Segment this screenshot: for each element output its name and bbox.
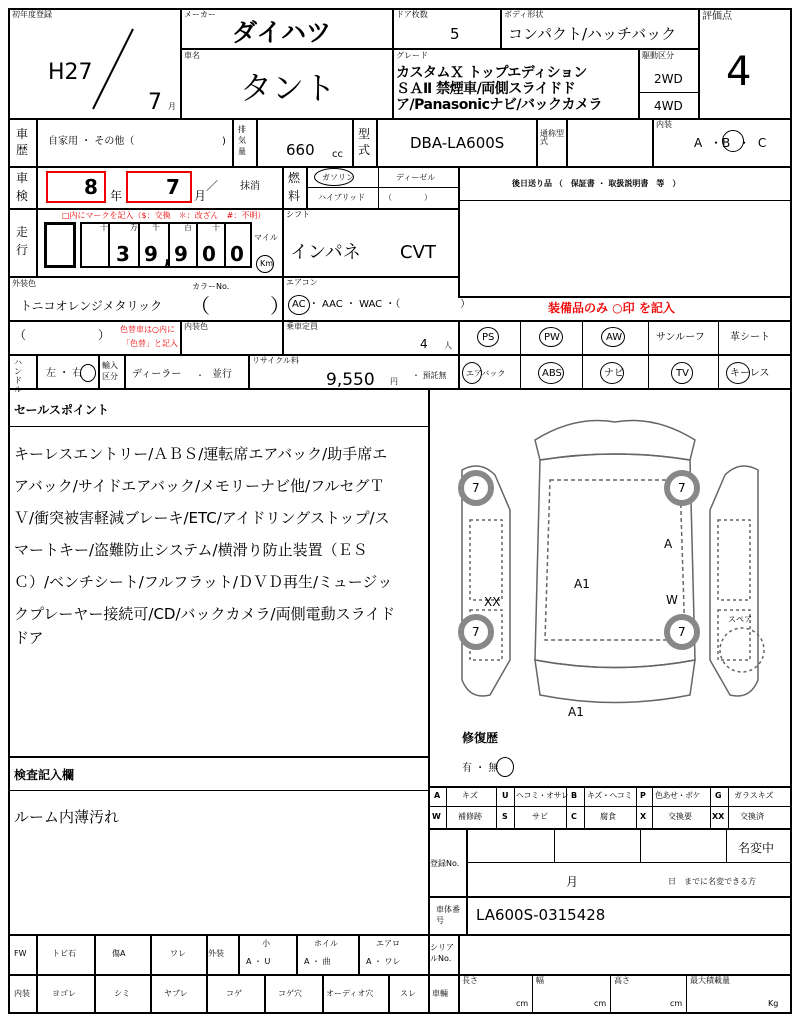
unit-ju-1: 十 xyxy=(100,223,108,232)
sales-line-1: キーレスエントリー/ＡＢＳ/運転席エアバック/助手席エ xyxy=(14,445,388,463)
disp-unit: cc xyxy=(332,149,343,160)
equip-abs: ABS xyxy=(542,368,562,379)
bottom-sure: スレ xyxy=(400,989,416,998)
legend-s: S xyxy=(502,812,508,821)
name-value: タント xyxy=(240,69,337,107)
registration-label: 登録No. xyxy=(430,859,460,868)
equip-keyless-circle xyxy=(726,362,750,384)
doors-value: 5 xyxy=(450,25,460,43)
fuel-gasoline-circle xyxy=(314,168,354,186)
legend-a-desc: キズ xyxy=(462,791,478,800)
bottom-fw: FW xyxy=(14,949,27,958)
recycle-unit: 円 xyxy=(390,377,398,386)
inspection-erased: 抹消 xyxy=(240,181,260,192)
capacity-unit: 人 xyxy=(444,341,452,350)
sales-line-7: ドア xyxy=(14,629,44,647)
legend-c-desc: 腐食 xyxy=(600,812,616,821)
color-no-open: （ xyxy=(190,294,210,318)
equip-tv: TV xyxy=(676,368,689,379)
color-no-label: カラーNo. xyxy=(192,282,230,291)
tire-front-left: 7 xyxy=(472,481,480,495)
bottom-aero-v: A ・ ワレ xyxy=(366,957,401,966)
exterior-color: トニコオレンジメタリック xyxy=(20,299,163,313)
mileage-digit-1: 3 xyxy=(116,242,130,266)
sales-line-6: クプレーヤー接続可/CD/バックカメラ/両側電動スライド xyxy=(14,605,396,623)
handle-value: 左 ・ 右 xyxy=(46,368,83,379)
equip-pw: PW xyxy=(544,332,560,343)
mark-right-w: W xyxy=(666,593,678,607)
mileage-label-1: 走 xyxy=(16,225,29,239)
legend-x: X xyxy=(640,812,647,821)
interior-color-label: 内装色 xyxy=(184,322,208,331)
unit-sen: 千 xyxy=(152,223,160,232)
equip-navi: ナビ xyxy=(604,368,624,379)
mark-rear-bumper: A1 xyxy=(568,705,584,719)
tire-front-right: 7 xyxy=(678,481,686,495)
legend-a: A xyxy=(434,791,441,800)
capacity-value: 4 xyxy=(420,337,428,351)
check-label: 検査記入欄 xyxy=(14,768,75,782)
mileage-label-2: 行 xyxy=(16,243,29,257)
color-no-close: ） xyxy=(270,294,290,318)
drive-label: 駆動区分 xyxy=(642,51,674,60)
import-label: 輸入区分 xyxy=(102,361,118,381)
drive-2wd: 2WD xyxy=(654,72,683,86)
bottom-width: 幅 xyxy=(536,976,544,985)
mileage-digit-5: 0 xyxy=(230,242,244,266)
check-value: ルーム内薄汚れ xyxy=(14,808,120,826)
mileage-digit-4: 0 xyxy=(202,242,216,266)
equip-sunroof: サンルーフ xyxy=(656,332,705,343)
handle-right-circle xyxy=(80,364,96,382)
equipment-label: 装備品のみ ○印 を記入 xyxy=(548,301,675,315)
aircon-value: AC ・ AAC ・ WAC ・（ ） xyxy=(292,299,471,310)
bottom-small-v: A ・ U xyxy=(246,957,271,966)
handle-label: ハンドル xyxy=(14,358,22,394)
bottom-weight-unit: Kg xyxy=(768,999,779,1008)
bottom-ware: ワレ xyxy=(170,949,186,958)
import-parallel: 並行 xyxy=(212,369,232,380)
bottom-width-unit: cm xyxy=(594,999,607,1008)
sales-line-3: Ｖ/衝突被害軽減ブレーキ/ETC/アイドリングストップ/ス xyxy=(14,509,390,527)
equip-airbag-circle xyxy=(462,362,482,384)
mileage-extra-box xyxy=(44,222,76,268)
bottom-serial: シリアルNo. xyxy=(430,943,454,963)
reg-slash-mark xyxy=(85,24,145,114)
equip-ps: PS xyxy=(482,332,495,343)
sales-line-5: Ｃ）/ベンチシート/フルフラット/ＤＶＤ再生/ミュージッ xyxy=(14,573,393,591)
recycle-label: リサイクル料 xyxy=(252,356,299,365)
name-change-label: 名変中 xyxy=(738,841,775,855)
equip-navi-circle xyxy=(600,362,624,384)
bottom-yogore: ヨゴレ xyxy=(52,989,76,998)
equip-abs-circle xyxy=(538,362,564,384)
inspection-label-1: 車 xyxy=(16,171,29,185)
mileage-digit-2: 9 xyxy=(144,242,158,266)
history-label-2: 歴 xyxy=(16,143,29,157)
fuel-label-2: 料 xyxy=(288,189,301,203)
inspection-month-box xyxy=(126,171,192,203)
name-label: 車名 xyxy=(184,51,200,60)
legend-g: G xyxy=(715,791,722,800)
docs-label: 後日送り品 （ 保証書 ・ 取扱説明書 等 ） xyxy=(512,179,681,188)
interior-b-circle xyxy=(722,130,744,152)
aircon-ac-circle xyxy=(288,295,310,315)
fuel-hybrid: ハイブリッド xyxy=(318,193,366,202)
history-value: 自家用 ・ その他（ xyxy=(48,136,135,147)
bottom-small: 小 xyxy=(262,939,270,948)
mileage-note: □内にマークを記入（$：交換 ＊：改ざん #：不明） xyxy=(62,211,266,220)
equip-leather: 革シート xyxy=(730,332,770,343)
bottom-sizes-label: 車輛 xyxy=(432,989,448,998)
unit-man: 万 xyxy=(130,223,138,232)
bottom-yabure: ヤブレ xyxy=(164,989,188,998)
grade-line-3: ア/Panasonicナビ/バックカメラ xyxy=(396,97,602,113)
bottom-tobi: トビ石 xyxy=(52,949,76,958)
bottom-naiso: 内装 xyxy=(14,989,30,998)
fuel-other: （ ） xyxy=(384,193,432,202)
interior-grades: A ・B ・ C xyxy=(694,136,767,150)
legend-c: C xyxy=(571,812,577,821)
score-value: 4 xyxy=(726,49,752,95)
doors-label: ドア枚数 xyxy=(396,10,428,19)
grade-line-1: カスタムＸ トップエディション xyxy=(396,65,587,81)
bottom-length-unit: cm xyxy=(516,999,529,1008)
capacity-label: 乗車定員 xyxy=(286,322,318,331)
tire-rear-left: 7 xyxy=(472,625,480,639)
fuel-gasoline: ガソリン xyxy=(322,173,354,182)
first-reg-label: 初年度登録 xyxy=(12,10,52,19)
spare-label: スペア xyxy=(728,615,752,624)
bottom-wheel-v: A ・ 曲 xyxy=(304,957,331,966)
bottom-kizu-a: 傷A xyxy=(112,949,126,958)
bottom-koge-ana: コゲ穴 xyxy=(278,989,302,998)
repair-value: 有 ・ 無 xyxy=(462,763,499,774)
shift-position: インパネ xyxy=(290,242,361,263)
reg-month: 7 xyxy=(148,90,162,115)
recycle-value: 9,550 xyxy=(326,370,375,390)
legend-w-desc: 補修跡 xyxy=(458,812,482,821)
inspection-year: 8 xyxy=(84,175,98,199)
bottom-weight: 最大積載量 xyxy=(690,976,730,985)
legend-s-desc: サビ xyxy=(532,812,548,821)
car-damage-diagram xyxy=(440,400,780,730)
bottom-length: 長さ xyxy=(462,976,478,985)
fuel-label-1: 燃 xyxy=(288,171,301,185)
mileage-km-circle xyxy=(256,255,274,273)
equip-tv-circle xyxy=(671,362,693,384)
import-dealer: ディーラー xyxy=(132,369,182,380)
mileage-mile-label: マイル xyxy=(254,233,278,242)
color-change-note-2: 「色替」と記入 xyxy=(122,339,178,348)
bottom-gaiso: 外装 xyxy=(208,949,224,958)
shift-label: シフト xyxy=(286,210,310,219)
reg-era: H27 xyxy=(48,60,93,85)
legend-xx: XX xyxy=(712,812,725,821)
score-label: 評価点 xyxy=(702,11,732,22)
legend-p: P xyxy=(640,791,646,800)
inspection-month: 7 xyxy=(166,175,180,199)
bottom-shimi: シミ xyxy=(114,989,130,998)
registration-month: 月 xyxy=(566,875,579,889)
aircon-label: エアコン xyxy=(286,278,318,287)
legend-b: B xyxy=(571,791,578,800)
grade-line-2: ＳＡⅡ 禁煙車/両側スライドド xyxy=(396,81,576,97)
exterior-label: 外装色 xyxy=(12,279,36,288)
disp-label: 排気量 xyxy=(238,125,246,156)
fuel-diesel: ディーゼル xyxy=(396,173,436,182)
tire-rear-right: 7 xyxy=(678,625,686,639)
legend-p-desc: 色あせ・ボケ xyxy=(655,791,700,800)
legend-x-desc: 交換要 xyxy=(668,812,692,821)
equip-airbag: エアバック xyxy=(466,369,506,378)
repair-none-circle xyxy=(496,757,514,777)
color-change-note-1: 色替車は○内に xyxy=(120,325,175,334)
grade-label: グレード xyxy=(396,51,428,60)
bottom-koge: コゲ xyxy=(226,989,242,998)
recycle-deposit: ・ 預託無 xyxy=(412,371,447,380)
bottom-wheel: ホイル xyxy=(314,939,338,948)
legend-w: W xyxy=(432,812,441,821)
reg-month-unit: 月 xyxy=(168,102,176,111)
shift-type: CVT xyxy=(400,242,436,263)
disp-value: 660 xyxy=(286,141,315,159)
equip-keyless: キーレス xyxy=(730,368,770,379)
legend-u: U xyxy=(502,791,509,800)
mileage-digit-3: 9 xyxy=(174,242,188,266)
bottom-height: 高さ xyxy=(614,976,630,985)
maker-value: ダイハツ xyxy=(232,18,332,47)
mileage-sep: , xyxy=(164,244,172,268)
chassis-label: 車体番号 xyxy=(436,905,460,925)
equip-pw-circle xyxy=(539,327,563,347)
inspection-year-unit: 年 xyxy=(110,189,123,203)
history-close: ) xyxy=(222,136,226,147)
inspection-slash: ／ xyxy=(206,179,219,193)
sales-line-2: アバック/サイドエアバック/メモリーナビ他/フルセグＴ xyxy=(14,477,385,495)
equip-ps-circle xyxy=(477,327,499,347)
bottom-aero: エアロ xyxy=(376,939,400,948)
mark-left: XX xyxy=(484,595,501,609)
bottom-height-unit: cm xyxy=(670,999,683,1008)
registration-day: 日 までに名変できる方 xyxy=(668,877,756,886)
drive-4wd: 4WD xyxy=(654,99,683,113)
maker-label: メーカー xyxy=(184,10,216,19)
equip-aw: AW xyxy=(606,332,623,343)
equip-aw-circle xyxy=(601,327,625,347)
model-label-1: 型 xyxy=(358,127,371,141)
common-label: 通称型式 xyxy=(540,129,564,146)
unit-hyaku: 百 xyxy=(184,223,192,232)
model-value: DBA-LA600S xyxy=(410,134,505,152)
model-label-2: 式 xyxy=(358,143,371,157)
legend-b-desc: キズ・ヘコミ xyxy=(587,791,632,800)
mark-right-a: A xyxy=(664,537,673,551)
color-change-paren: （ ） xyxy=(14,328,111,342)
body-value: コンパクト/ハッチバック xyxy=(508,25,677,43)
inspection-month-unit: 月 xyxy=(194,189,207,203)
legend-u-desc: ヘコミ・オサレ xyxy=(516,791,569,800)
history-label-1: 車 xyxy=(16,127,29,141)
legend-g-desc: ガラスキズ xyxy=(734,791,774,800)
chassis-value: LA600S-0315428 xyxy=(476,906,606,924)
mileage-km-label: Km xyxy=(260,259,274,268)
repair-label: 修復歴 xyxy=(462,731,499,745)
sales-line-4: マートキー/盗難防止システム/横滑り防止装置（ＥＳ xyxy=(14,541,368,559)
mark-roof: A1 xyxy=(574,577,590,591)
inspection-label-2: 検 xyxy=(16,189,29,203)
import-dot: ・ xyxy=(196,371,204,380)
bottom-audio-ana: オーディオ穴 xyxy=(326,989,374,998)
sales-label: セールスポイント xyxy=(14,403,109,417)
legend-xx-desc: 交換済 xyxy=(740,812,764,821)
interior-label: 内装 xyxy=(656,120,672,129)
unit-ju-2: 十 xyxy=(212,223,220,232)
body-label: ボディ形状 xyxy=(504,10,544,19)
